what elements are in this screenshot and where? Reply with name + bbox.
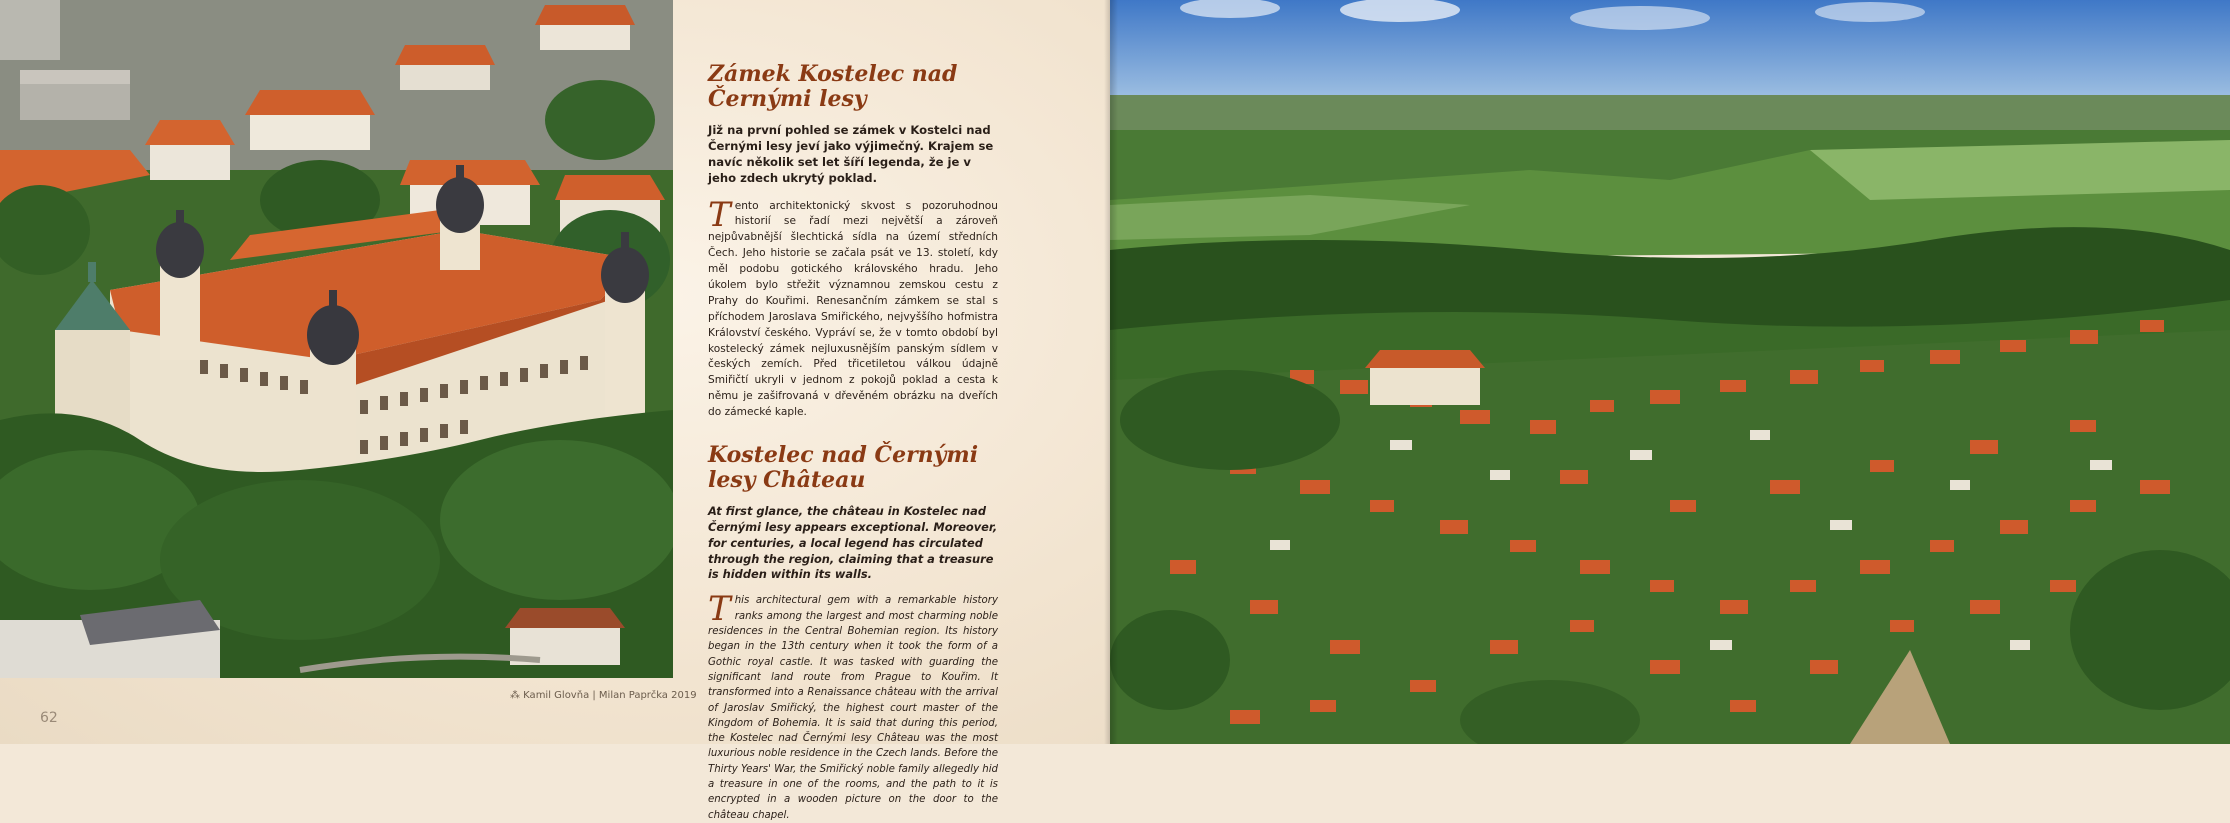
english-lead: At first glance, the château in Kostelec nad Černými lesy appears exceptional. Moreover, for centuries, a local legend has circulated through the region, claiming that a treasure is hidden within its walls. xyxy=(708,503,998,582)
english-dropcap: T xyxy=(708,589,731,630)
right-page xyxy=(1110,0,2230,744)
english-title: Kostelec nad Černými lesy Château xyxy=(708,442,979,494)
photo-caption: ⁂ Kamil Glovňa | Milan Paprčka 2019 xyxy=(510,690,697,701)
czech-body xyxy=(708,194,998,421)
czech-dropcap: T xyxy=(708,194,731,235)
text-column xyxy=(708,62,998,823)
left-page xyxy=(0,0,1110,821)
czech-title: Zámek Kostelec nad Černými lesy xyxy=(708,61,958,113)
english-body xyxy=(708,589,998,822)
english-body-text: his architectural gem with a remarkable history ranks among the largest and most charming noble residences in the Central Bohemian region. Its history began in the 13th century when it took the form of a Gothic royal castle. It was tasked with guarding the significant land route from Prague to Kouřim. It transformed into a Renaissance château with the arrival of Jaroslav Smiřický, the highest court master of the Kingdom of Bohemia. It is said that during this period, the Kostelec nad Černými lesy Château was the most luxurious noble residence in the Czech lands. Before the Thirty Years' War, the Smiřický noble family allegedly hid a treasure in one of the rooms, and the path to it is encrypted in a wooden picture on the door to the château chapel. xyxy=(708,595,998,821)
czech-body-text: ento architektonický skvost s pozoruhodnou historií se řadí mezi největší a zároveň nejpůvabnější šlechtická sídla na území středních Čech. Jeho historie se začala psát ve 13. století, kdy měl podobu gotického královského hradu. Jeho úkolem bylo střežit významnou zemskou cestu z Prahy do Kouřimi. Renesančním zámkem se stal s příchodem Jaroslava Smiřického, nejvyššího hofmistra Království českého. Vypráví se, že v tomto období byl kostelecký zámek nejluxusnějším panským sídlem v českých zemích. Před třicetiletou válkou údajně Smiřičtí ukryli v jednom z pokojů poklad a cesta k němu je zašifrovaná v dřevěném obrázku na dveřích do zámecké kaple. xyxy=(708,199,998,419)
book-gutter xyxy=(1104,0,1118,744)
chateau-aerial-photo xyxy=(0,0,673,678)
czech-lead: Již na první pohled se zámek v Kostelci nad Černými lesy jeví jako výjimečný. Krajem se navíc několik set let šíří legenda, že je v jeho zdech ukrytý poklad. xyxy=(708,122,994,185)
page-number: 62 xyxy=(40,710,58,726)
town-aerial-photo xyxy=(1110,0,2230,744)
